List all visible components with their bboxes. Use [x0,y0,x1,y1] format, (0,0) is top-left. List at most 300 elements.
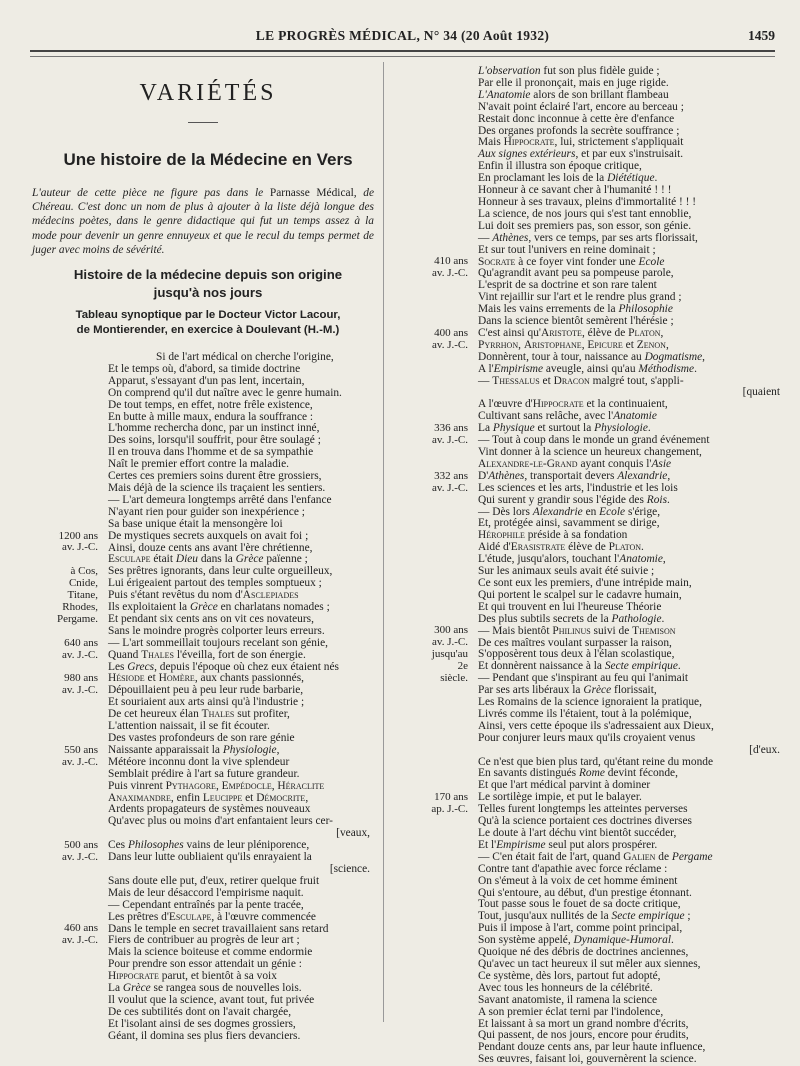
text-run: La science, de nos jours qui s'est tant ennoblie, [478,207,692,220]
text-run: Les sciences et les arts, l'industrie et les lois [478,481,678,494]
text-run: A l' [478,362,494,375]
left-verse-block [108,352,370,1043]
italic-term: Secte empirique [604,660,678,673]
text-run: en [582,505,600,518]
date-note-line: 1200 ans [58,529,98,542]
text-run: sut profiter, [234,708,290,721]
article-heading: Une histoire de la Médecine en Vers [63,150,353,169]
text-run: De mystiques secrets auxquels on avait foi ; [108,529,309,542]
text-run: ; [684,910,691,923]
name-smallcaps: Démocrite [256,791,306,804]
text-run: Ils exploitaient la [108,601,190,614]
italic-term: Rois [646,493,668,506]
date-margin-note [432,328,468,352]
text-run: Des organes profonds la secrète souffrance ; [478,124,680,137]
text-run: Et donnèrent naissance à la [478,660,605,673]
italic-term: Alexandrie [617,469,668,482]
italic-term: Pathologie [611,612,662,625]
name-smallcaps: Hippocrate [503,136,555,149]
name-smallcaps: Homère [158,672,195,685]
date-note-line: Titane, [67,589,98,601]
text-run: L'esprit de sa doctrine et son rare talent [478,279,657,292]
text-run: Les [108,660,128,673]
text-run: Qui surent y grandir sous l'égide des [478,493,647,506]
text-run: Pendant douze cents ans, par leur haute influence, [478,1041,706,1054]
text-run: Honneur à ce savant cher à l'humanité ! ! ! [478,184,672,197]
text-run: , [702,350,706,363]
text-run: Et, protégée ainsi, savamment se dirige, [478,517,660,530]
date-note-line: 336 ans [434,422,468,434]
text-run: et [539,374,554,387]
text-run: Livrés comme ils l'étaient, tout à la polémique, [478,707,692,720]
text-run: Avec tous les honneurs de la célébrité. [478,981,653,994]
date-note-line: av. J.-C. [432,433,468,446]
text-run: La [108,982,123,995]
date-margin-note [57,566,98,626]
italic-term: Asie [651,457,672,470]
byline-line: Tableau synoptique par le Docteur Victor Lacour, [75,309,341,321]
text-run: . C'est donc un nom de plus à ajouter à la liste déjà longue des médecins poètes, dans le genre didactique qui fut un temps assez à la mode pour devenir un genre ennuyeux et que le recul du temps permet de juger avec moins de sévérité. [32,201,374,256]
text-run: Ces [108,839,128,852]
date-note-line: 460 ans [64,922,98,935]
text-run: L'homme rechercha donc, par un instinct inné, [108,422,320,435]
text-run: Le doute à l'art déchu vint bientôt succéder, [478,827,677,839]
italic-term: Philosophes [127,839,184,852]
verse-line [478,1054,780,1066]
text-run: — Dès lors [478,505,533,518]
text-run: , de [353,187,374,199]
date-note-line: av. J.-C. [62,934,98,947]
date-note-line: 2e [457,660,468,673]
text-run: Par ses arts libéraux la [478,684,584,697]
date-note-line: 980 ans [64,672,98,685]
text-run: et [242,791,257,804]
text-run: , [305,791,309,804]
name-smallcaps: Alexandre-le-Grand [478,457,578,470]
text-run: — [478,374,493,387]
name-smallcaps: Philinus [552,624,591,637]
text-run: Et pendant six cents ans on vit ces novateurs, [108,612,314,625]
italic-term: Aux signes extérieurs [478,148,576,161]
date-note-line: Pergame. [56,612,98,625]
italic-term: Philosophie [618,303,673,316]
text-run: . [647,422,651,435]
text-run: en charlatans nomades ; [217,601,330,614]
italic-term: Grèce [235,553,264,566]
text-run: On s'émeut à la voix de cet homme éminent [478,874,678,887]
italic-term: Grecs [127,660,155,673]
page-number: 1459 [748,28,775,43]
italic-term: Anatomie [613,410,657,423]
text-run: , [660,326,664,339]
name-smallcaps: Dracon [553,374,590,387]
italic-term: Rome [578,767,605,780]
text-run: , transportait devers [524,469,618,482]
text-run: florissait, [611,684,657,697]
date-note-line: 400 ans [434,326,468,339]
text-run: [science. [329,862,370,875]
italic-term: Grèce [583,684,612,697]
text-run: A son premier éclat terni par l'indolence, [478,1005,664,1018]
text-run: En proclamant les lois de la [478,172,608,185]
text-run: Ce sont eux les premiers, d'une intrépide main, [478,576,692,589]
verse-line [478,733,780,745]
text-run: De tout temps, en effet, notre frêle existence, [108,398,313,411]
text-run: Naît le premier effort contre la maladie. [108,458,290,471]
text-run: De ces maîtres voulant surpasser la raison, [478,636,672,649]
name-smallcaps: Thales [201,708,235,721]
italic-term: Athènes [488,469,525,482]
intro-paragraph [32,186,374,257]
italic-term: Méthodisme [638,362,695,375]
text-run: Des soins, lorsqu'il souffrit, pour être soulagé ; [108,434,321,447]
text-run: [veaux, [336,827,370,840]
date-note-line: av. J.-C. [62,541,98,554]
text-run: Si de l'art médical on cherche l'origine, [156,351,334,363]
name-smallcaps: Thales [141,648,174,661]
italic-term: Ecole [638,255,665,268]
text-run: Et l'isolant ainsi de ses dogmes grossiers, [108,1017,296,1030]
name-smallcaps: Pyrrhon [478,338,519,351]
text-run: Ses œuvres, faisant loi, gouvernèrent la science. [478,1053,697,1066]
text-run: vains de leur pléniporence, [183,839,310,852]
name-smallcaps: Platon [608,541,642,554]
text-run: Par elle il prononçait, mais en juge rigide. [478,76,669,89]
italic-term: Athènes [492,231,529,244]
text-run: dans la [198,553,236,566]
text-run: Pour conjurer leurs maux qu'ils croyaient venus [478,731,696,744]
date-note-line: jusqu'au [431,648,468,661]
italic-term: Anatomie [619,553,663,566]
name-smallcaps: Erasistrate [510,541,566,554]
text-run: Semblait prédire à l'art sa future grandeur. [108,767,300,780]
date-note-line: av. J.-C. [432,481,468,494]
name-smallcaps: Socrate [478,255,516,268]
text-run: suivi de [590,624,633,637]
text-run: Lui érigeaient partout des temples somptueux ; [108,577,322,590]
verse-line [108,816,370,828]
text-run: C'est ainsi qu' [478,326,541,339]
text-run: Mais de leur désaccord l'empirisme naquit. [108,886,304,899]
text-run: , et par eux s'instruisait. [575,148,684,161]
text-run: Mais déjà de la science ils traçaient les sentiers. [108,481,326,494]
text-run: Tout, jusqu'aux nullités de la [478,910,612,923]
text-run: — L'art sommeillait toujours recelant son génie, [108,636,328,649]
text-run: Dans la science bientôt semèrent l'hérésie ; [478,315,674,328]
text-run: Donnèrent, tour à tour, naissance au [478,350,645,363]
text-run: A l'œuvre d' [478,398,533,411]
text-run: Naissante apparaissait la [108,743,223,756]
text-run: . [671,934,674,947]
name-smallcaps: Galien [623,850,656,863]
text-run: . [677,660,681,673]
italic-term: Empirisme [496,838,546,851]
section-rule [188,122,218,123]
text-run: . [661,612,665,625]
text-run: . [694,362,697,375]
name-smallcaps: Platon [628,326,661,339]
text-run: aveugle, ainsi qu'au [543,362,639,375]
text-run: Ce système, dès lors, partout fut adopté, [478,969,661,982]
text-run: — Pendant que s'inspirant au feu qui l'animait [478,672,689,685]
text-run: On comprend qu'il dut naître avec le genre humain. [108,386,342,399]
text-run: Restait donc inconnue à cette ère d'enfance [478,112,675,125]
name-smallcaps: Anaximandre [108,791,171,804]
text-run: Telles furent longtemps les atteintes perverses [478,803,688,816]
date-note-line: 410 ans [434,255,468,268]
text-run: , depuis l'époque où chez eux étaient nés [154,660,339,673]
text-run: Qui s'entoure, au début, d'un prestige étonnant. [478,886,692,899]
italic-term: Grèce [189,601,218,614]
text-run: De cet heureux élan [108,708,202,721]
text-run: Le sortilège impie, et put le balayer. [478,791,642,804]
text-run: s'érige, [625,505,661,518]
text-run: , [662,553,666,566]
text-run: et [622,338,637,351]
text-run: Des plus subtils secrets de la [478,612,612,625]
text-run: Et laissant à sa mort un grand nombre d'écrits, [478,1017,689,1030]
text-run: , à l'œuvre commencée [211,910,316,923]
text-run: Il voulut que la science, avant tout, fut privée [108,993,315,1006]
text-run: Son système appelé, [478,934,574,947]
text-run: L'étude, jusqu'alors, touchant l' [478,553,620,566]
date-note-line: 640 ans [64,636,98,649]
text-run: et surtout la [534,422,595,435]
italic-term: L'Anatomie [478,88,531,101]
article-subtitle [28,266,388,302]
text-run: Puis s'étant revêtus du nom d' [108,589,243,602]
italic-term: Dieu [175,553,198,566]
text-run: Puis vinrent [108,779,166,792]
verse-line [478,376,780,388]
date-note-line: av. J.-C. [62,755,98,768]
running-head [30,28,775,46]
date-margin-note [62,840,98,864]
text-run: En butte à mille maux, endura la souffrance : [108,410,314,423]
date-note-line: av. J.-C. [432,267,468,280]
text-run: , [667,469,671,482]
text-run: était [150,553,176,566]
text-run: Savant anatomiste, il ramena la science [478,993,658,1006]
text-run: Sa base unique était la mensongère loi [108,517,283,530]
text-run: Ardents propagateurs de systèmes nouveaux [108,803,311,816]
text-run: , aux chants passionnés, [194,672,304,685]
text-run: Tout passe sous le fouet de sa docte critique, [478,898,681,911]
text-run: — Mais bientôt [478,624,553,637]
date-note-line: 500 ans [64,838,98,851]
date-note-line: av. J.-C. [62,850,98,863]
date-margin-note [432,471,468,495]
text-run: Qu'avec plus ou moins d'art enfantaient leurs cer- [108,815,333,828]
text-run: Certes ces premiers soins durent être grossiers, [108,470,322,483]
italic-term: Ecole [599,505,626,518]
italic-term: Secte empirique [611,910,685,923]
header-rule [30,50,775,57]
text-run: à ce foyer vint fonder une [515,255,639,268]
text-run: élève de [565,541,609,554]
text-run: Et sur tout l'univers en reine dominait ; [478,243,656,256]
text-run: Et souriaient aux arts ainsi qu'à l'industrie ; [108,696,305,709]
text-run: Quoique né des débris de doctrines anciennes, [478,946,689,959]
italic-term: Physique [492,422,535,435]
italic-term: Pergame [671,850,713,863]
text-run: Des vastes profondeurs de son rare génie [108,732,295,744]
text-run: et [144,672,159,685]
text-run: et la continuaient, [583,398,668,411]
text-run: Aidé d' [478,541,511,554]
text-run: Qu'agrandit avant peu sa pompeuse parole, [478,267,674,280]
name-smallcaps: Aristophane [523,338,582,351]
text-run: seul put alors prospérer. [545,838,658,851]
text-run: , [518,338,524,351]
text-run: , [276,743,280,756]
italic-term: Physiologie [594,422,648,435]
text-run: Apparut, s'essayant d'un pas lent, incertain, [108,374,305,387]
text-run: Géant, il domina ses plus fiers devanciers. [108,1029,301,1042]
name-smallcaps: Aristote [540,326,582,339]
name-smallcaps: Thessalus [492,374,540,387]
date-margin-note [432,625,468,685]
text-run: , vers ce temps, par ses arts florissait, [528,231,698,244]
text-run: parut, et bientôt à sa voix [158,970,277,983]
text-run: D' [478,469,489,482]
text-run: Et l' [478,838,497,851]
text-run: malgré tout, s'appli- [589,374,684,387]
text-run: . [667,493,670,506]
name-smallcaps: Empédocle [221,779,272,792]
name-smallcaps: Hésiode [108,672,145,685]
text-run: se rangea sous de nouvelles lois. [150,982,302,995]
name-smallcaps: Leucippe [202,791,243,804]
italic-term: Grèce [122,982,151,995]
journal-title: LE PROGRÈS MÉDICAL, N° 34 (20 Août 1932) [255,28,550,43]
text-run: , enfin [170,791,203,804]
text-run: [quaient [742,386,780,399]
name-smallcaps: Esculape [168,910,212,923]
subtitle-line: Histoire de la médecine depuis son origine [73,267,343,282]
verse-line [108,1031,370,1043]
text-run: . [641,541,644,554]
text-run: devint féconde, [604,767,678,780]
text-run: Chéreau [32,201,71,214]
date-margin-note [432,256,468,280]
text-run: Il en trouva dans l'homme et de sa sympathie [108,446,314,459]
text-run: Les prêtres d' [108,910,169,923]
text-run: , [581,338,588,351]
text-run: Et le temps où, d'abord, sa timide doctrine [108,362,301,375]
text-run: , [665,338,669,351]
date-note-line: 300 ans [434,624,468,637]
text-run: — L'art demeura longtemps arrêté dans l'enfance [108,493,332,506]
text-run: Fiers de contribuer au progrès de leur art ; [108,934,300,947]
date-note-line: Cnide, [68,577,98,590]
name-smallcaps: Hippocrate [532,398,584,411]
italic-term: Dynamique-Humoral [573,934,671,947]
date-note-line: av. J.-C. [62,684,98,697]
text-run: Et que l'art médical parvint à dominer [478,779,651,792]
text-run: Enfin il illustra son époque critique, [478,160,642,173]
text-run: N'ayant rien pour guider son inexpérience ; [108,505,305,518]
text-run: Vint rejaillir sur l'art et le rendre plus grand ; [478,291,682,304]
text-run: Contre tant d'apathie avec force réclame : [478,862,668,875]
text-run: ayant conquis l' [577,457,652,470]
text-run: De ces subtilités dont on l'avait chargée, [108,1005,292,1018]
name-smallcaps: Hippocrate [108,970,159,983]
date-margin-note [62,923,98,947]
text-run: — Cependant entraînés par la pente tracée, [108,898,304,911]
text-run: Sur les animaux seuls avait été suivie ; [478,565,655,578]
text-run: Vint donner à la science un heureux changement, [478,446,702,458]
name-smallcaps: Zenon [636,338,666,351]
date-margin-note [431,792,468,816]
name-smallcaps: Hérophile [478,529,525,542]
name-smallcaps: Héraclite [277,779,325,792]
name-smallcaps: Epicure [587,338,623,351]
text-run: En savants distingués [478,767,579,780]
text-run: Mais la science boiteuse et comme endormie [108,946,313,959]
italic-term: Empirisme [493,362,544,375]
text-run: Honneur à ses travaux, pleins d'immortalité ! ! ! [478,195,697,208]
date-margin-note [62,638,98,662]
text-run: Puis il impose à l'art, comme point principal, [478,922,683,935]
date-note-line: 170 ans [434,790,468,803]
text-run: Sans doute elle put, d'eux, retirer quelque fruit [108,874,320,887]
subtitle-line: jusqu'à nos jours [153,285,263,300]
text-run: La [478,422,493,435]
text-run: Lui doit ses premiers pas, son essor, son génie. [478,219,692,232]
text-run: fut son plus fidèle guide ; [540,65,660,77]
text-run: S'opposèrent tous deux à l'élan scolastique, [478,648,675,661]
text-run: — [478,231,493,244]
section-title: VARIÉTÉS [139,80,277,106]
byline-line: de Montierender, en exercice à Doulevant (H.-M.) [76,324,340,336]
text-run: païenne ; [263,553,308,566]
date-note-line: à Cos, [70,565,98,578]
tableau-byline [28,308,388,338]
column-divider [383,62,384,1022]
text-run: L'auteur de cette pièce ne figure pas dans le [32,187,270,199]
date-margin-note [62,673,98,697]
italic-term: L'observation [478,65,541,77]
date-note-line: av. J.-C. [432,636,468,649]
text-run: , [215,779,222,792]
italic-term: Dogmatisme [644,350,703,363]
text-run: [d'eux. [749,743,780,756]
upright-term: Parnasse Médical [269,187,354,199]
text-run: Pour prendre son essor attendait un génie : [108,958,302,971]
text-run: Qu'à la science portaient ces doctrines diverses [478,815,692,828]
text-run: Quand [108,648,142,661]
italic-term: Diététique [607,172,655,185]
date-note-line: av. J.-C. [432,338,468,351]
date-note-line: av. J.-C. [62,648,98,661]
text-run: Cultivant sans relâche, avec l' [478,410,614,423]
date-margin-note [432,423,468,447]
text-run: Sans le moindre progrès colporter leurs erreurs. [108,624,325,637]
name-smallcaps: Asclepiades [242,589,299,602]
text-run: Ainsi, vers cette époque ils s'adressaient aux Dieux, [478,719,714,732]
text-run: , lui, strictement s'appliquait [554,136,684,149]
text-run: Qu'avec un tact heureux il sut mêler aux siennes, [478,957,701,970]
text-run: de [655,850,672,863]
text-run: Mais [478,136,504,149]
text-run: alors de son brillant flambeau [530,88,669,101]
text-run: Ce n'est que bien plus tard, qu'étant reine du monde [478,755,714,768]
text-run: Les Romains de la science ignoraient la pratique, [478,696,702,709]
text-run: Dans leur lutte oubliaient qu'ils enrayaient la [108,851,312,864]
name-smallcaps: Esculape [108,553,151,566]
text-run: N'avait point éclairé l'art, encore au berceau ; [478,100,684,113]
